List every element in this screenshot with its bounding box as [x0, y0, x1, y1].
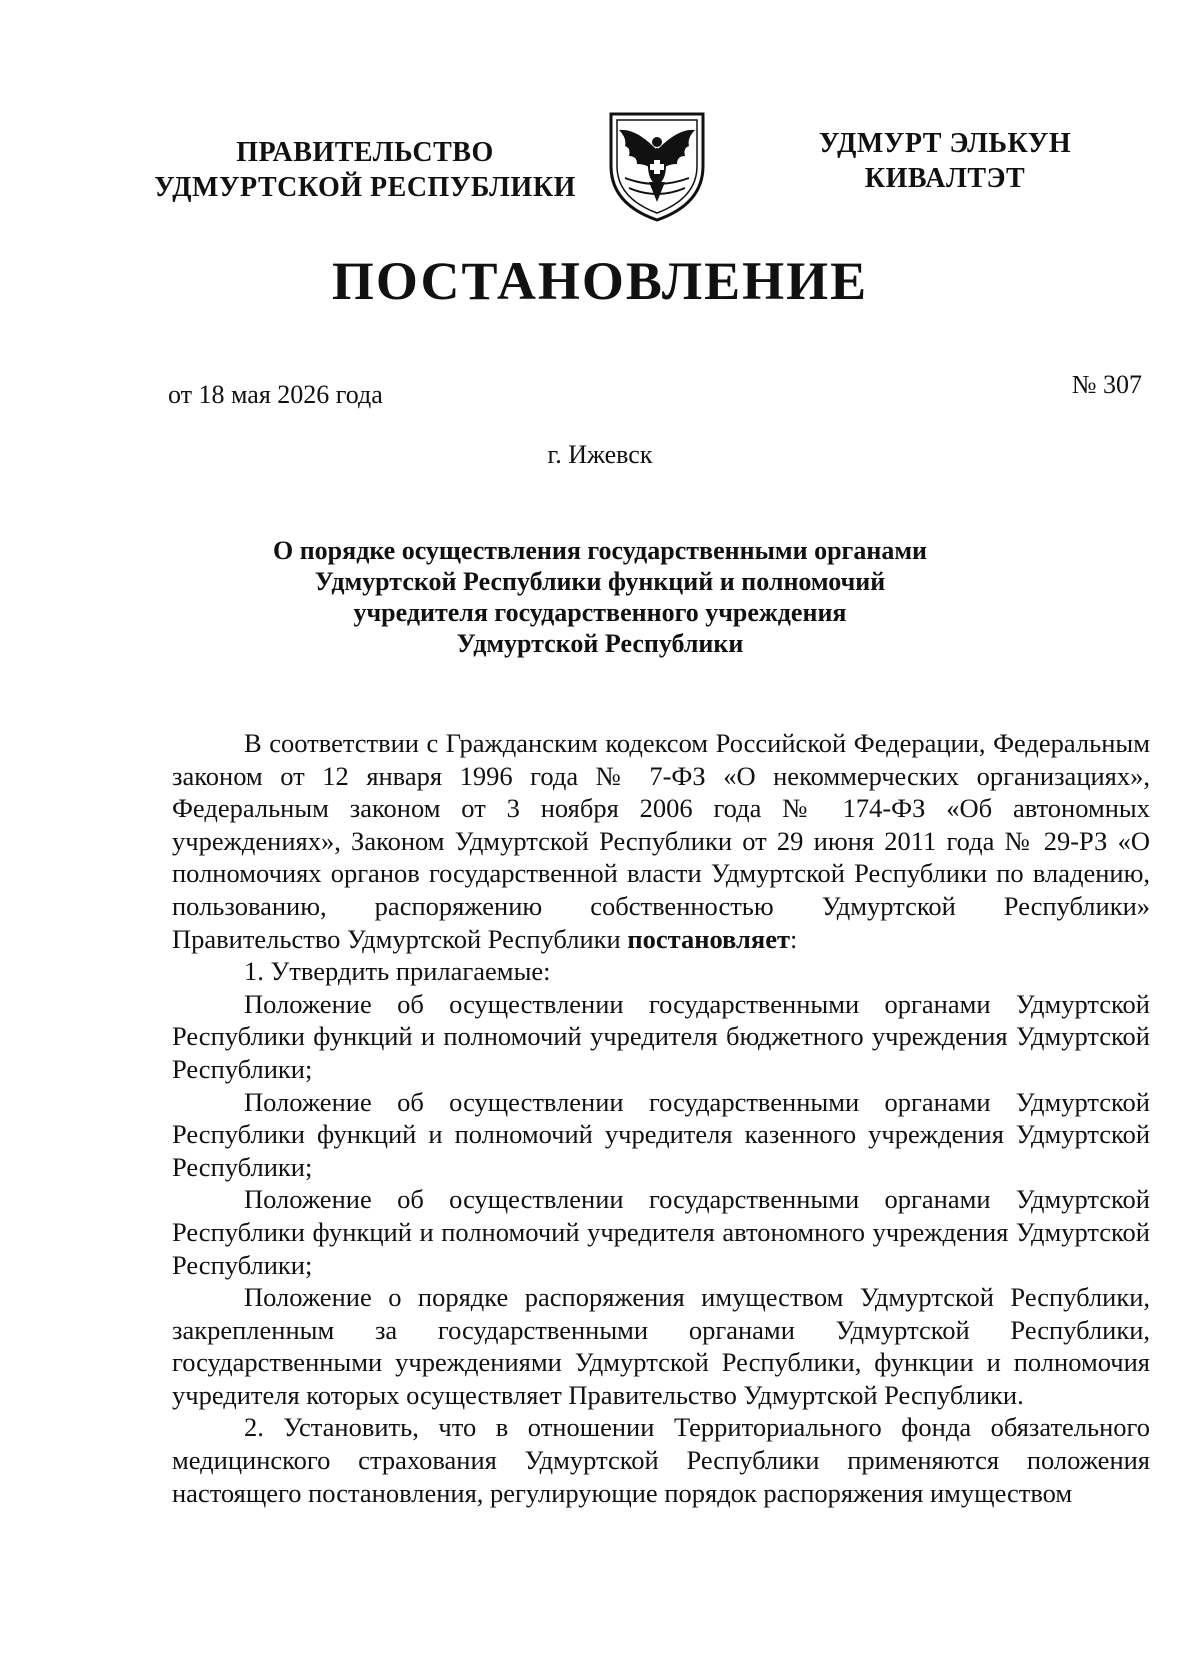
government-name-line2: УДМУРТСКОЙ РЕСПУБЛИКИ: [154, 172, 576, 203]
heading-line2: Удмуртской Республики функций и полномочий: [314, 567, 886, 596]
regulation-3-paragraph: Положение об осуществлении государственными органами Удмуртской Республики функций и полномочий учредителя автономного учреждения Удмуртской Республики;: [172, 1184, 1150, 1280]
item-1-paragraph: 1. Утвердить прилагаемые:: [244, 956, 551, 987]
document-date: от 18 мая 2026 года: [168, 380, 383, 409]
document-type-title: ПОСТАНОВЛЕНИЕ: [331, 251, 869, 311]
document-heading: [200, 535, 1000, 659]
government-name-udmurt-line1: УДМУРТ ЭЛЬКУН: [818, 128, 1072, 159]
decree-word: постановляет: [627, 923, 791, 954]
decree-colon: :: [790, 923, 798, 954]
heading-line3: учредителя государственного учреждения: [353, 598, 847, 627]
document-body: [172, 727, 1150, 1509]
heading-line1: О порядке осуществления государственными органами: [272, 536, 928, 565]
preamble-text: В соответствии с Гражданским кодексом Российской Федерации, Федеральным законом от 12 января 1996 года № 7-ФЗ «О некоммерческих организациях», Федеральным законом от 3 ноября 2006 года № 174-ФЗ «Об автономных учреждениях», Законом Удмуртской Республики от 29 июня 2011 года № 29-РЗ «О полномочиях органов государственной власти Удмуртской Республики по владению, пользованию, распоряжению собственностью Удмуртской Республики» Правительство Удмуртской Республики: [172, 728, 1150, 954]
regulation-1-paragraph: Положение об осуществлении государственными органами Удмуртской Республики функций и полномочий учредителя бюджетного учреждения Удмуртской Республики;: [172, 988, 1150, 1084]
heading-line4: Удмуртской Республики: [456, 629, 744, 658]
government-name-line1: ПРАВИТЕЛЬСТВО: [236, 137, 494, 168]
government-name-udmurt: [800, 126, 1090, 196]
item-2-paragraph: 2. Установить, что в отношении Территориального фонда обязательного медицинского страхования Удмуртской Республики применяются положения настоящего постановления, регулирующие порядок распоряжения имуществом: [172, 1412, 1150, 1508]
regulation-4-paragraph: Положение о порядке распоряжения имуществом Удмуртской Республики, закрепленным за государственными органами Удмуртской Республики, государственными учреждениями Удмуртской Республики, функции и полномочия учредителя которых осуществляет Правительство Удмуртской Республики.: [172, 1282, 1150, 1410]
preamble-paragraph: [172, 727, 1150, 955]
document-city: г. Ижевск: [547, 440, 653, 469]
document-number: № 307: [1071, 370, 1142, 399]
government-name-russian: [150, 135, 580, 205]
udmurt-coat-of-arms-icon: [605, 108, 709, 224]
government-name-udmurt-line2: КИВАЛТЭТ: [864, 163, 1026, 194]
regulation-2-paragraph: Положение об осуществлении государственными органами Удмуртской Республики функций и полномочий учредителя казенного учреждения Удмуртской Республики;: [172, 1086, 1150, 1182]
